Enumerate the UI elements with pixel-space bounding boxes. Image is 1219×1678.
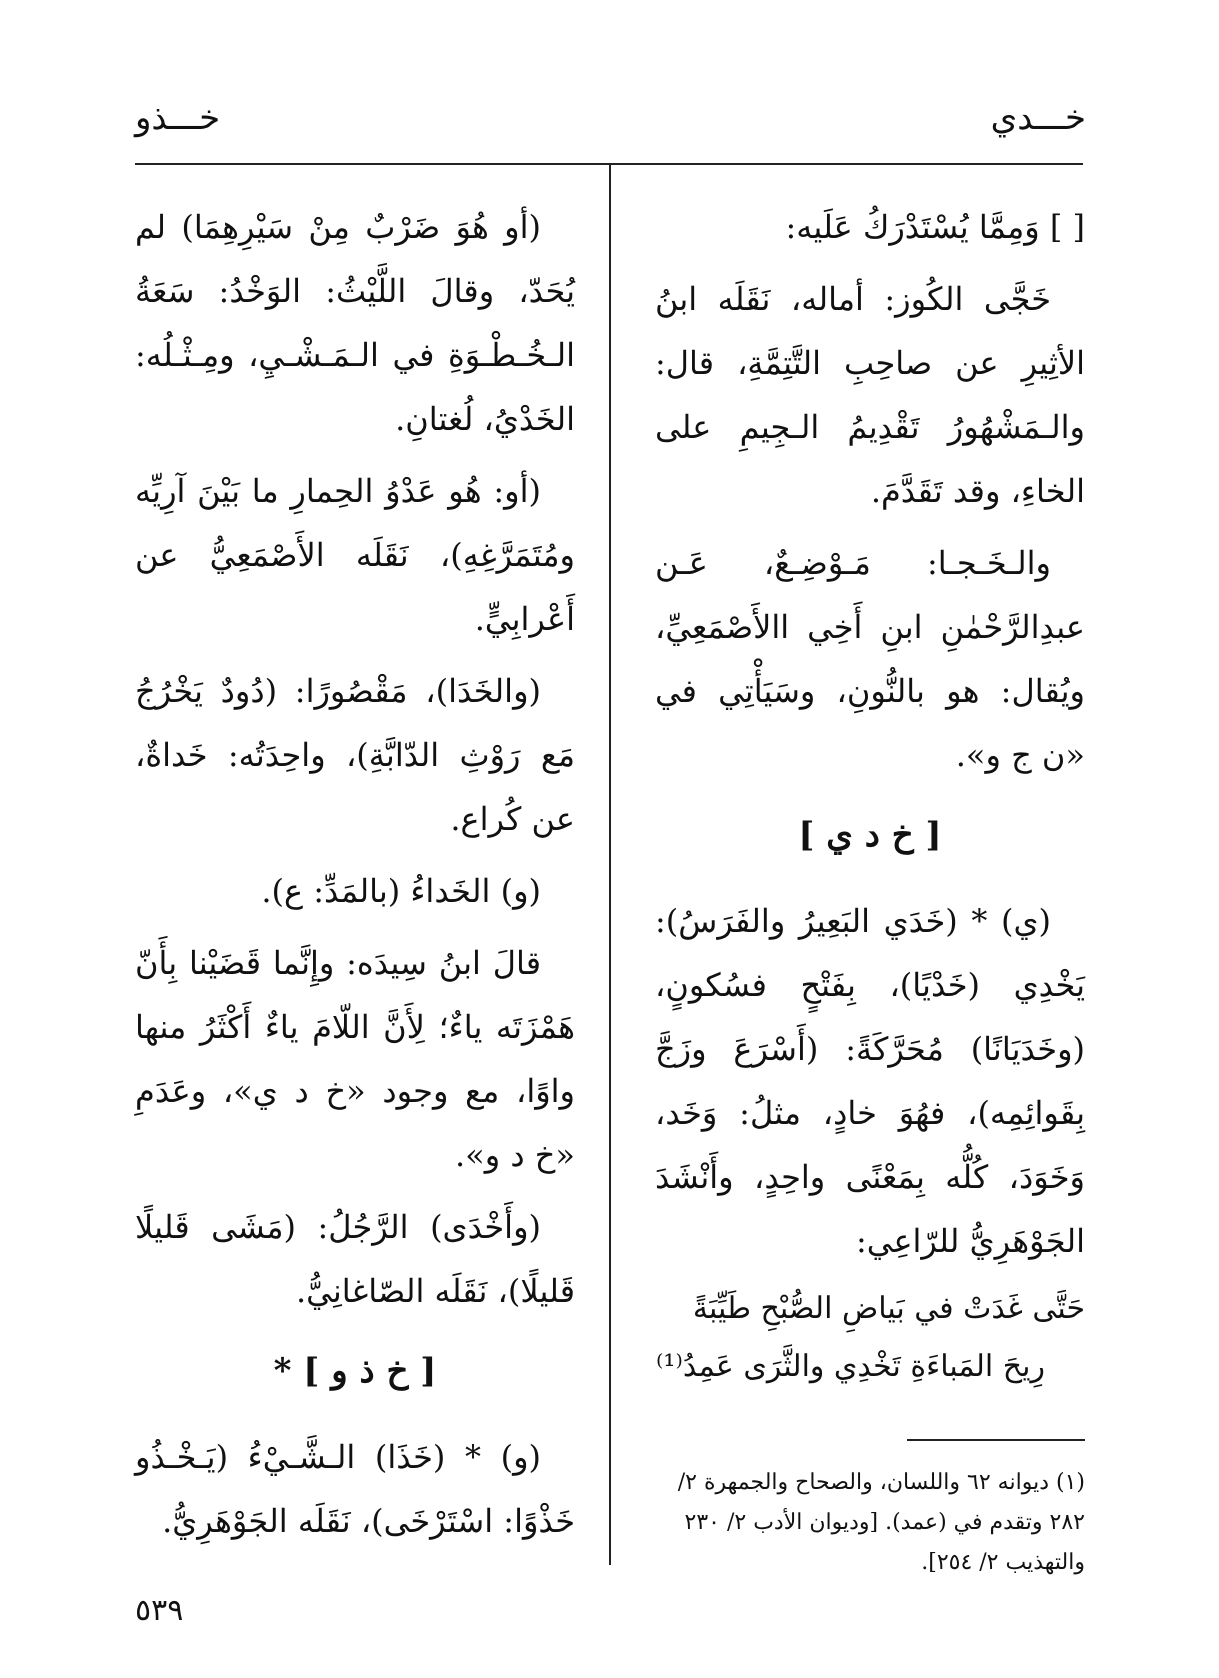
entry-akhda: (وأَخْدَى) الرَّجُلُ: (مَشَى قَليلًا قَليلًا)، نَقَلَه الصّاغانِيُّ. (135, 1208, 575, 1310)
running-header-right: خـــدي (990, 98, 1086, 138)
addendum-intro: [ ] وَمِمَّا يُسْتَدْرَكُ عَلَيه: (785, 208, 1085, 246)
entry-khadaa-place: (و) الخَداءُ (بالمَدِّ: ع). (261, 872, 541, 910)
entry-pace: (أو هُوَ ضَرْبٌ مِنْ سَيْرِهِمَا) لم يُحَدّ، وقالَ اللَّيْثُ: الوَخْدُ: سَعَةُ الـخُـطْـوَةِ في الـمَـشْـيِ، ومِـثْـلُه: الخَدْيُ، لُغتانِ. (135, 208, 575, 438)
footnote: (١) ديوانه ٦٢ واللسان، والصحاح والجمهرة ٢/ ٢٨٢ وتقدم في (عمد). [وديوان الأدب ٢/ ٢٣٠ والتهذيب ٢/ ٢٥٤]. (677, 1470, 1085, 1575)
root-heading-kh-d-y: [ خ د ي ] (798, 815, 942, 855)
entry-khada: (ي) * (خَدَي البَعِيرُ والفَرَسُ): يَخْدِي (خَدْيًا)، بِفَتْحٍ فسُكونٍ، (وخَدَيَانًا) مُحَرَّكَةً: (أَسْرَعَ وزَجَّ بِقَوائِمِه)، فهُوَ خادٍ، مثلُ: وَخَد، وَخَوَدَ، كُلُّه بِمَعْنًى واحِدٍ، وأَنْشَدَ الجَوْهَرِيُّ للرّاعِي: (655, 902, 1085, 1260)
verse-line-1: حَتَّى غَدَتْ في بَياضِ الصُّبْحِ طَيِّبَةً (692, 1291, 1085, 1326)
entry-khaja: والـخَـجـا: مَـوْضِـعٌ، عَـن عبدِالرَّحْمٰنِ ابنِ أَخِي االأَصْمَعِيِّ، ويُقال: هو بالنُّونِ، وسَيَأْتِي في «ن ج و». (655, 544, 1085, 774)
entry-khadha: (و) * (خَذَا) الـشَّـيْءُ (يَـخْـذُو خَذْوًا: اسْتَرْخَى)، نَقَلَه الجَوْهَرِيُّ. (135, 1438, 575, 1540)
right-column (655, 195, 1085, 1583)
entry-donkey-run: (أو: هُو عَدْوُ الحِمارِ ما بَيْنَ آرِيِّه ومُتَمَرَّغِهِ)، نَقَلَه الأَصْمَعِيُّ عن أَعْرابِيٍّ. (135, 472, 575, 638)
running-header-left: خـــذو (135, 98, 221, 138)
footnote-rule (907, 1439, 1085, 1441)
entry-khajja: خَجَّى الكُوز: أماله، نَقَلَه ابنُ الأثِيرِ عن صاحِبِ التَّتِمَّةِ، قال: والـمَشْهُورُ تَقْدِيمُ الـجِيمِ على الخاءِ، وقد تَقَدَّمَ. (655, 280, 1085, 510)
page-number: ٥٣٩ (135, 1593, 184, 1628)
column-divider (609, 165, 611, 1565)
verse-line-2: رِيحَ المَباءَةِ تَخْدِي والثَّرَى عَمِدُ⁽¹⁾ (656, 1349, 1045, 1384)
root-heading-kh-dh-w: [ خ ذ و ] * (273, 1351, 437, 1391)
entry-khada-worm: (والخَدَا)، مَقْصُورًا: (دُودٌ يَخْرُجُ مَع رَوْثِ الدّابَّةِ)، واحِدَتُه: خَداةٌ، عن كُراع. (135, 672, 575, 838)
left-column (135, 195, 575, 1561)
entry-ibn-sida: قالَ ابنُ سِيدَه: وإِنَّما قَضَيْنا بِأَنّ هَمْزَتَه ياءٌ؛ لِأَنَّ اللّامَ ياءٌ أَكْثَرُ منها واوًا، مع وجود «خ د ي»، وعَدَمِ «خ د و». (135, 944, 575, 1174)
